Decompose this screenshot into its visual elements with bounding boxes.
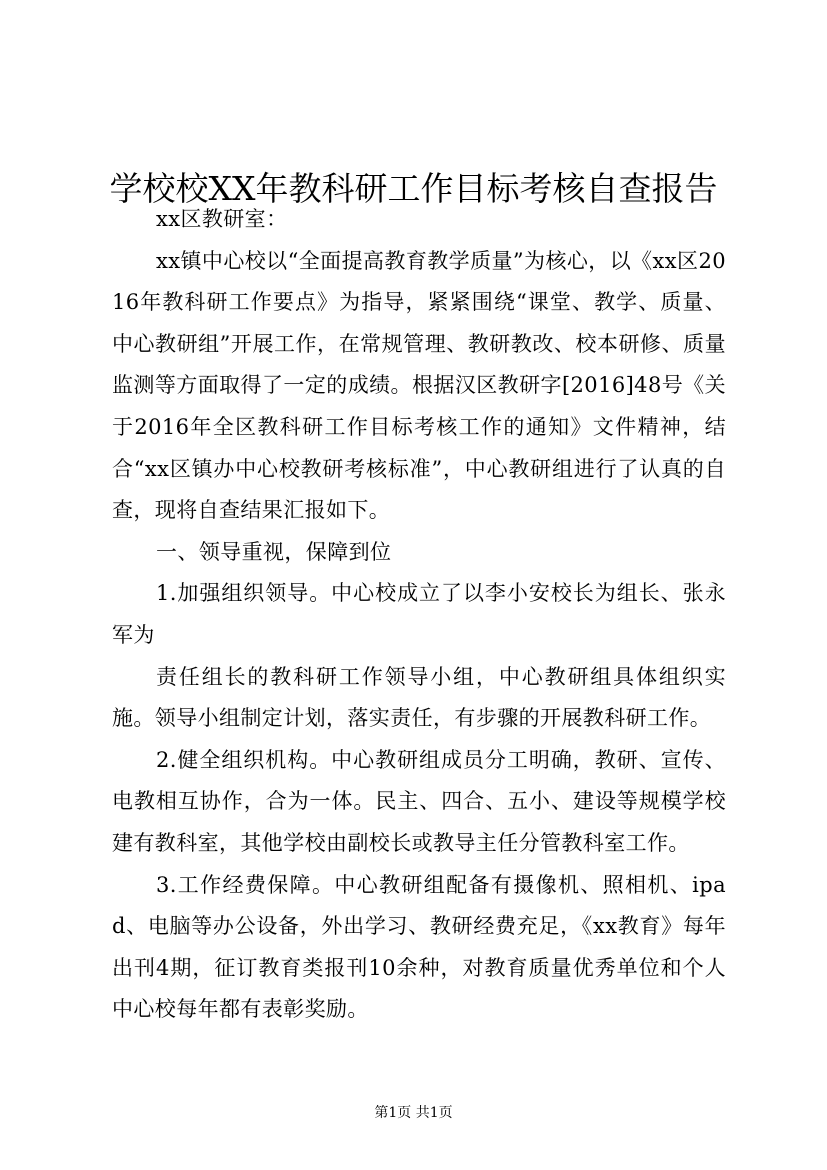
item-2-paragraph: 2.健全组织机构。中心教研组成员分工明确，教研、宣传、电教相互协作，合为一体。民主、四合、五小、建设等规模学校建有教科室，其他学校由副校长或教导主任分管教科室工作。 xyxy=(112,747,726,855)
document-title: 学校校XX年教科研工作目标考核自查报告 xyxy=(109,169,718,209)
intro-paragraph: xx镇中心校以“全面提高教育教学质量”为核心，以《xx区2016年教科研工作要点》为指导，紧紧围绕“课堂、教学、质量、中心教研组”开展工作，在常规管理、教研教改、校本研修、质量监测等方面取得了一定的成绩。根据汉区教研字[2016]48号《关于2016年全区教科研工作目标考核工作的通知》文件精神，结合“xx区镇办中心校教研考核标准”，中心教研组进行了认真的自查，现将自查结果汇报如下。 xyxy=(112,248,726,523)
salutation-paragraph: xx区教研室： xyxy=(156,207,288,231)
item-1-paragraph: 1.加强组织领导。中心校成立了以李小安校长为组长、张永军为 xyxy=(112,581,726,647)
section-heading: 一、领导重视，保障到位 xyxy=(156,539,392,564)
item-3-paragraph: 3.工作经费保障。中心教研组配备有摄像机、照相机、ipad、电脑等办公设备，外出学习、教研经费充足，《xx教育》每年出刊4期，征订教育类报刊10余种，对教育质量优秀单位和个人中心校每年都有表彰奖励。 xyxy=(112,872,726,1022)
page-footer: 第1页 共1页 xyxy=(374,1105,453,1121)
document-body xyxy=(112,199,726,1031)
item-1-continuation-paragraph: 责任组长的教科研工作领导小组，中心教研组具体组织实施。领导小组制定计划，落实责任，有步骤的开展教科研工作。 xyxy=(112,664,726,731)
